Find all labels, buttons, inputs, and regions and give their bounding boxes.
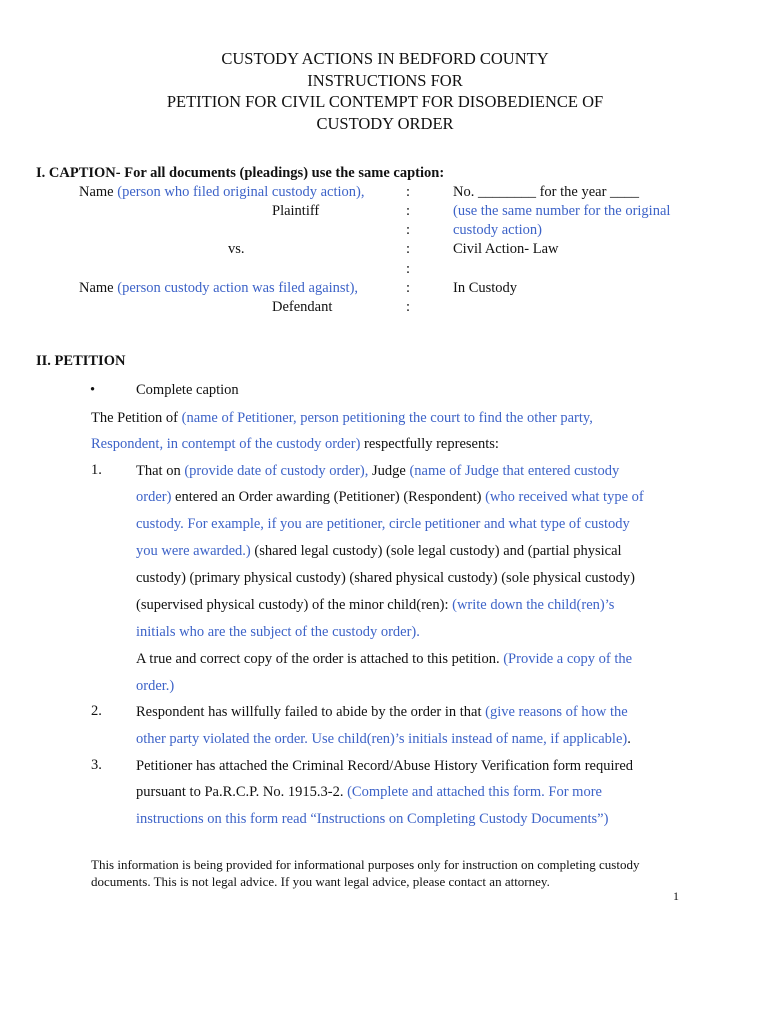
item-2-line-1 (136, 703, 628, 721)
defendant-hint: (person custody action was filed against), (117, 280, 359, 296)
caption-colon: : (406, 280, 411, 296)
case-number-hint-1: (use the same number for the original (453, 203, 671, 219)
intro-text: The Petition of (91, 410, 178, 426)
item-hint: (Provide a copy of the (503, 651, 633, 667)
caption-colon: : (406, 299, 411, 315)
item-1-line-2 (136, 488, 644, 506)
item-1-line-5: custody) (primary physical custody) (shared physical custody) (sole physical custody) (136, 570, 635, 586)
item-hint: (Complete and attached this form. For more (347, 784, 602, 800)
item-1-line-7: initials who are the subject of the custody order). (136, 624, 420, 640)
title-line-3: PETITION FOR CIVIL CONTEMPT FOR DISOBEDIENCE OF (166, 92, 604, 111)
caption-colon: : (406, 203, 411, 219)
plaintiff-label: Plaintiff (272, 203, 320, 219)
item-hint: order) (136, 489, 172, 505)
intro-text: respectfully represents: (364, 436, 499, 452)
item-text: A true and correct copy of the order is attached to this petition. (136, 651, 500, 667)
item-1-line-4 (136, 542, 622, 560)
item-text: (supervised physical custody) of the minor child(ren): (136, 597, 449, 613)
item-text: pursuant to Pa.R.C.P. No. 1915.3-2. (136, 784, 344, 800)
item-2-line-2 (136, 730, 631, 748)
plaintiff-name-line (79, 184, 365, 201)
caption-colon: : (406, 261, 411, 277)
versus-label: vs. (228, 241, 245, 257)
page-number: 1 (673, 889, 679, 903)
item-text: (shared legal custody) (sole legal custody) and (partial physical (254, 543, 622, 559)
defendant-label: Defendant (272, 299, 333, 315)
document-title (0, 48, 770, 134)
case-number-hint-2: custody action) (453, 222, 542, 238)
item-text: . (627, 731, 631, 747)
item-1-line-9: order.) (136, 678, 175, 694)
intro-hint: (name of Petitioner, person petitioning the court to find the other party, (181, 410, 593, 426)
bullet-icon: • (90, 382, 96, 398)
item-3-number: 3. (91, 757, 102, 773)
defendant-name: Name (79, 280, 114, 296)
item-1-line-3: custody. For example, if you are petitioner, circle petitioner and what type of custody (136, 516, 630, 532)
item-1-line-6 (136, 596, 614, 614)
item-3-line-3: instructions on this form read “Instructions on Completing Custody Documents”) (136, 811, 609, 827)
petition-intro-line-2 (91, 435, 499, 453)
intro-hint: Respondent, in contempt of the custody order) (91, 436, 361, 452)
petition-heading: II. PETITION (36, 353, 126, 369)
item-3-line-1: Petitioner has attached the Criminal Record/Abuse History Verification form required (136, 758, 634, 774)
caption-heading: I. CAPTION- For all documents (pleadings) use the same caption: (36, 165, 445, 181)
title-line-4: CUSTODY ORDER (316, 113, 454, 133)
disclaimer-line-2: documents. This is not legal advice. If you want legal advice, please contact an attorney. (91, 874, 550, 889)
item-1-line-8 (136, 650, 632, 668)
item-hint: (write down the child(ren)’s (452, 597, 615, 613)
petition-intro-line-1 (91, 409, 593, 427)
plaintiff-hint: (person who filed original custody action), (117, 184, 365, 200)
item-text: Respondent has willfully failed to abide by the order in that (136, 704, 482, 720)
item-hint: (provide date of custody order), (184, 463, 369, 479)
bullet-text: Complete caption (136, 382, 239, 398)
item-3-line-2 (136, 783, 602, 801)
item-text: Judge (371, 463, 406, 479)
item-1-line-1 (136, 462, 619, 480)
item-1-number: 1. (91, 462, 102, 478)
item-hint: (who received what type of (485, 489, 644, 505)
item-hint: other party violated the order. Use child(ren)’s initials instead of name, if applicable) (136, 731, 628, 747)
item-hint: you were awarded.) (136, 543, 251, 559)
title-line-2: INSTRUCTIONS FOR (307, 70, 463, 90)
in-custody-label: In Custody (453, 280, 518, 296)
caption-colon: : (406, 184, 411, 200)
caption-colon: : (406, 222, 411, 238)
disclaimer (91, 856, 639, 890)
title-line-1: CUSTODY ACTIONS IN BEDFORD COUNTY (221, 49, 549, 68)
item-text: entered an Order awarding (Petitioner) (Respondent) (175, 489, 482, 505)
item-hint: (give reasons of how the (485, 704, 628, 720)
defendant-name-line (79, 280, 358, 297)
plaintiff-name: Name (79, 184, 114, 200)
civil-action-label: Civil Action- Law (453, 241, 559, 257)
disclaimer-line-1: This information is being provided for informational purposes only for instruction on completing custody (91, 857, 640, 872)
caption-colon: : (406, 241, 411, 257)
item-2-number: 2. (91, 703, 102, 719)
item-text: That on (136, 463, 181, 479)
case-number-line: No. ________ for the year ____ (453, 184, 640, 200)
item-hint: (name of Judge that entered custody (409, 463, 620, 479)
